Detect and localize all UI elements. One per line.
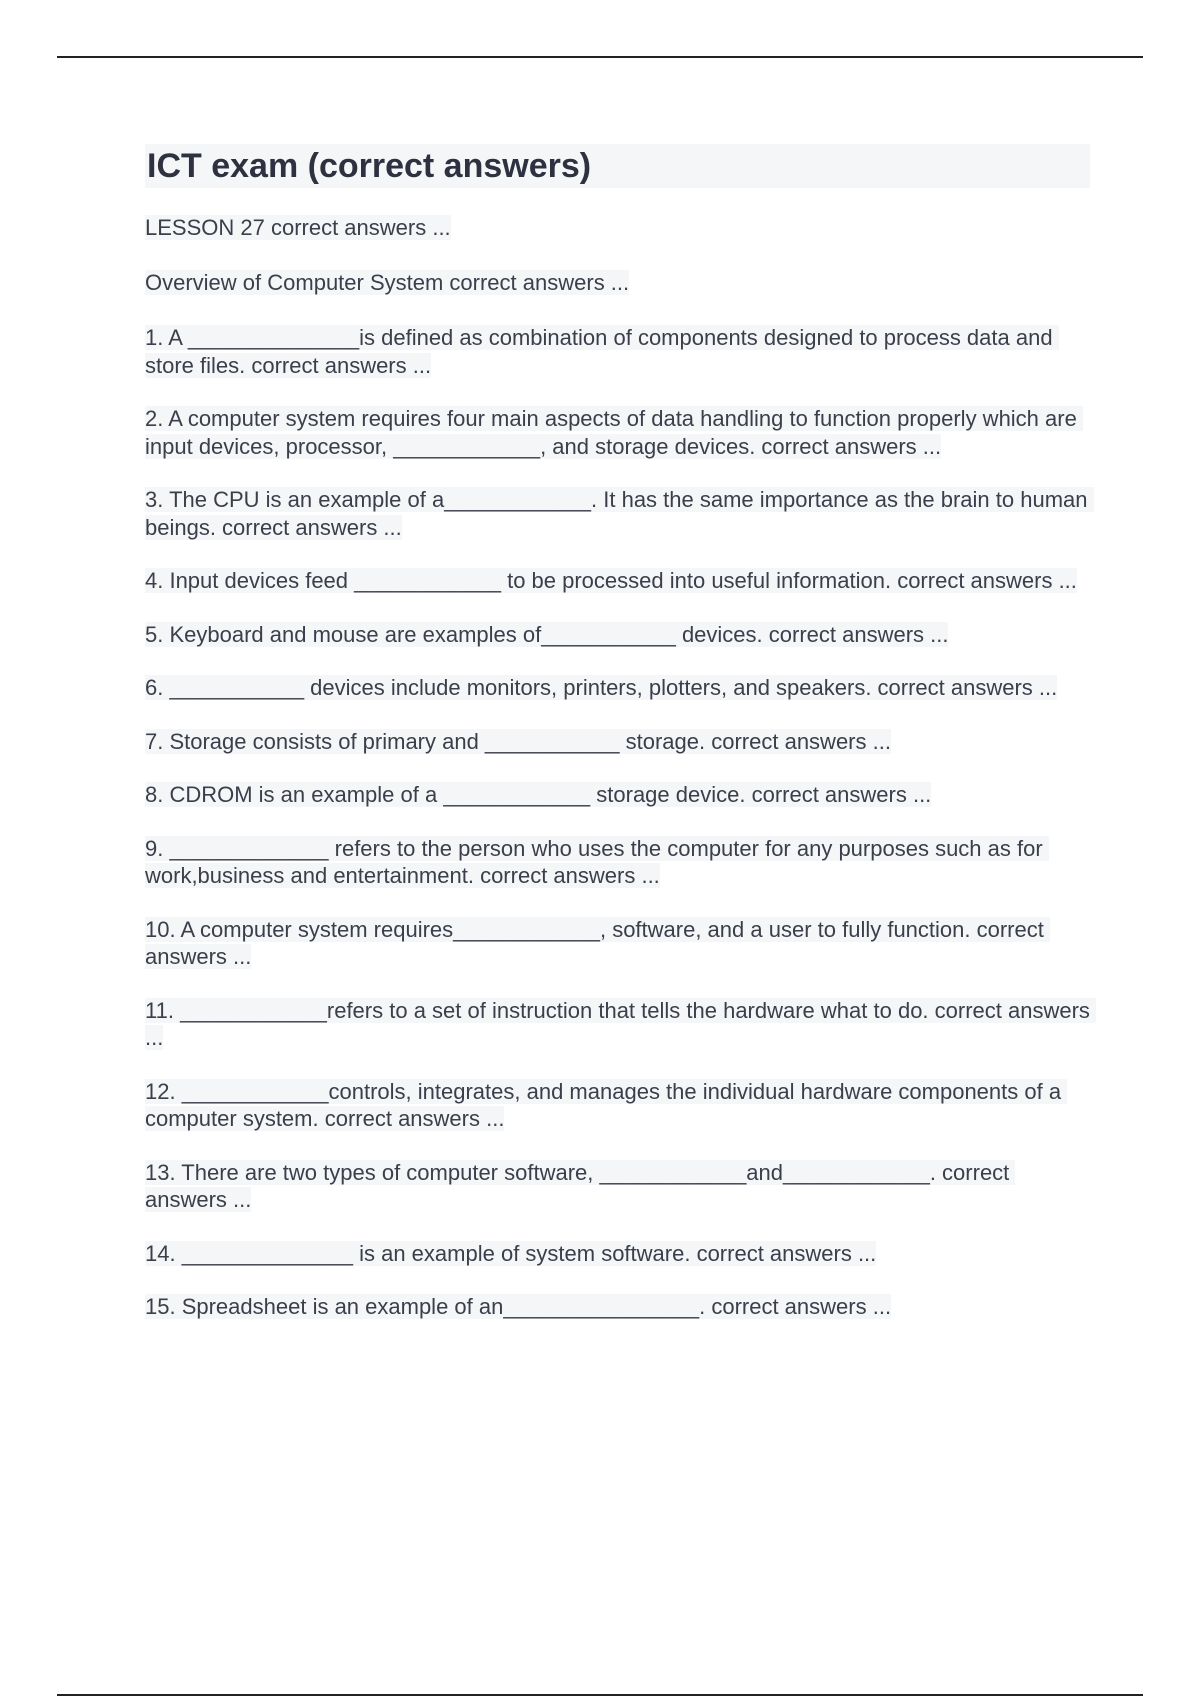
question-item: [145, 1293, 1090, 1321]
question-item: [145, 621, 1090, 649]
question-text: 9. _____________ refers to the person who uses the computer for any purposes such as for work,business and entertainment. correct answers ...: [145, 835, 1049, 888]
question-item: [145, 405, 1090, 460]
question-item: [145, 1159, 1090, 1214]
question-text: 7. Storage consists of primary and ___________ storage. correct answers ...: [145, 728, 891, 754]
question-text: 6. ___________ devices include monitors, printers, plotters, and speakers. correct answers ...: [145, 675, 1058, 700]
question-text: 11. ____________refers to a set of instruction that tells the hardware what to do. correct answers ...: [145, 997, 1097, 1050]
question-item: [145, 567, 1090, 595]
question-text: 5. Keyboard and mouse are examples of___________ devices. correct answers ...: [145, 621, 949, 647]
question-text: 13. There are two types of computer software, ____________and____________. correct answers ...: [145, 1159, 1016, 1212]
lesson-line: [145, 214, 1090, 242]
question-item: [145, 1078, 1090, 1133]
overview-line: [145, 269, 1090, 297]
bottom-rule: [57, 1694, 1143, 1696]
question-text: 12. ____________controls, integrates, and manages the individual hardware components of a computer system. correct answers ...: [145, 1078, 1068, 1131]
question-text: 8. CDROM is an example of a ____________ storage device. correct answers ...: [145, 782, 932, 807]
document-body: [145, 144, 1097, 1347]
question-text: 3. The CPU is an example of a____________. It has the same importance as the brain to human beings. correct answers ...: [145, 487, 1094, 540]
question-item: [145, 916, 1090, 971]
question-text: 2. A computer system requires four main aspects of data handling to function properly which are input devices, processor, ____________, and storage devices. correct answers ...: [145, 406, 1083, 459]
question-item: [145, 486, 1094, 541]
question-item: [145, 728, 1090, 756]
question-text: 15. Spreadsheet is an example of an________________. correct answers ...: [145, 1294, 892, 1319]
question-item: [145, 324, 1090, 379]
question-item: [145, 674, 1090, 702]
top-rule: [57, 56, 1143, 58]
page-title: ICT exam (correct answers): [145, 144, 1090, 188]
question-item: [145, 781, 1090, 809]
question-text: 1. A ______________is defined as combination of components designed to process data and store files. correct answers ...: [145, 325, 1059, 378]
question-item: [145, 835, 1090, 890]
question-text: 14. ______________ is an example of system software. correct answers ...: [145, 1240, 877, 1266]
lesson-line-text: LESSON 27 correct answers ...: [145, 215, 451, 240]
question-item: [145, 1240, 1090, 1268]
question-text: 10. A computer system requires____________, software, and a user to fully function. correct answers ...: [145, 916, 1050, 969]
question-text: 4. Input devices feed ____________ to be processed into useful information. correct answers ...: [145, 568, 1077, 593]
question-item: [145, 997, 1097, 1052]
overview-line-text: Overview of Computer System correct answers ...: [145, 270, 630, 295]
